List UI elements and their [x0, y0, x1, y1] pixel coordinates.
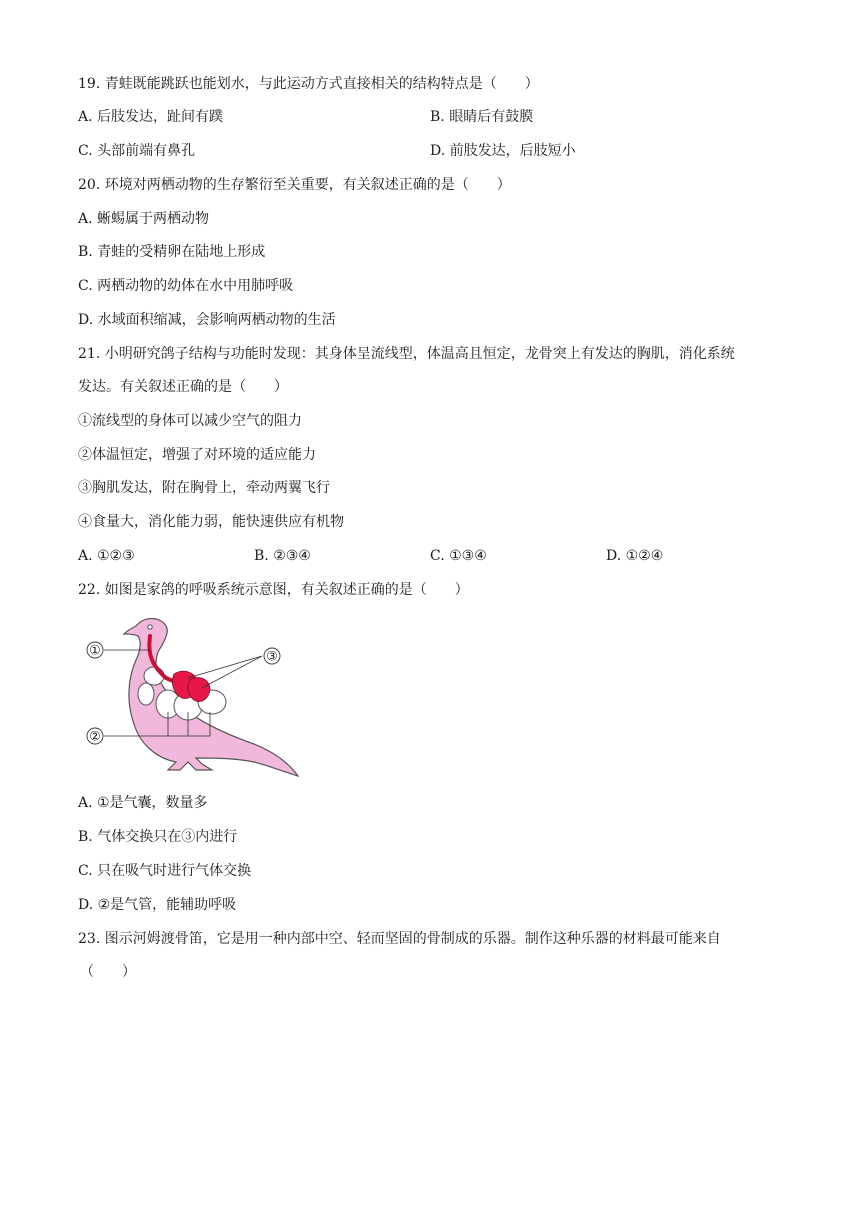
pigeon-respiratory-diagram: [84, 612, 314, 782]
question-23-stem-line1: 23. 图示河姆渡骨笛，它是用一种内部中空、轻而坚固的骨制成的乐器。制作这种乐器的材料最可能来自: [78, 931, 721, 947]
question-21-option-d: D. ①②④: [606, 548, 664, 564]
diagram-label-1: ①: [89, 643, 101, 659]
question-21-stem-line1: 21. 小明研究鸽子结构与功能时发现：其身体呈流线型，体温高且恒定，龙骨突上有发达的胸肌，消化系统: [78, 346, 735, 362]
question-19-option-d: D. 前肢发达，后肢短小: [430, 143, 576, 159]
question-20-option-b: B. 青蛙的受精卵在陆地上形成: [78, 244, 266, 260]
question-19-option-b: B. 眼睛后有鼓膜: [430, 109, 534, 125]
question-20-option-a: A. 蜥蜴属于两栖动物: [78, 211, 210, 227]
question-20-option-c: C. 两栖动物的幼体在水中用肺呼吸: [78, 278, 294, 294]
question-22-option-c: C. 只在吸气时进行气体交换: [78, 863, 252, 879]
question-21-stem-line2: 发达。有关叙述正确的是（ ）: [78, 379, 288, 395]
question-19-stem: 19. 青蛙既能跳跃也能划水，与此运动方式直接相关的结构特点是（ ）: [78, 76, 539, 92]
question-20-option-d: D. 水域面积缩减，会影响两栖动物的生活: [78, 312, 336, 328]
diagram-label-2: ②: [89, 729, 101, 745]
question-22-option-b: B. 气体交换只在③内进行: [78, 829, 238, 845]
question-21-statement-2: ②体温恒定，增强了对环境的适应能力: [78, 447, 316, 463]
question-22-option-a: A. ①是气囊，数量多: [78, 795, 208, 811]
question-21-statement-4: ④食量大，消化能力弱，能快速供应有机物: [78, 514, 344, 530]
question-21-statement-3: ③胸肌发达，附在胸骨上，牵动两翼飞行: [78, 480, 330, 496]
question-22-stem: 22. 如图是家鸽的呼吸系统示意图，有关叙述正确的是（ ）: [78, 582, 469, 598]
pigeon-eye: [148, 625, 152, 629]
question-21-option-a: A. ①②③: [78, 548, 135, 564]
question-22-option-d: D. ②是气管，能辅助呼吸: [78, 897, 237, 913]
question-23-stem-line2: （ ）: [80, 964, 136, 980]
question-21-option-c: C. ①③④: [430, 548, 487, 564]
question-19-option-c: C. 头部前端有鼻孔: [78, 143, 196, 159]
diagram-label-3: ③: [266, 649, 278, 665]
question-21-option-b: B. ②③④: [254, 548, 311, 564]
question-19-option-a: A. 后肢发达，趾间有蹼: [78, 109, 224, 125]
question-20-stem: 20. 环境对两栖动物的生存繁衍至关重要，有关叙述正确的是（ ）: [78, 177, 511, 193]
question-21-statement-1: ①流线型的身体可以减少空气的阻力: [78, 413, 302, 429]
